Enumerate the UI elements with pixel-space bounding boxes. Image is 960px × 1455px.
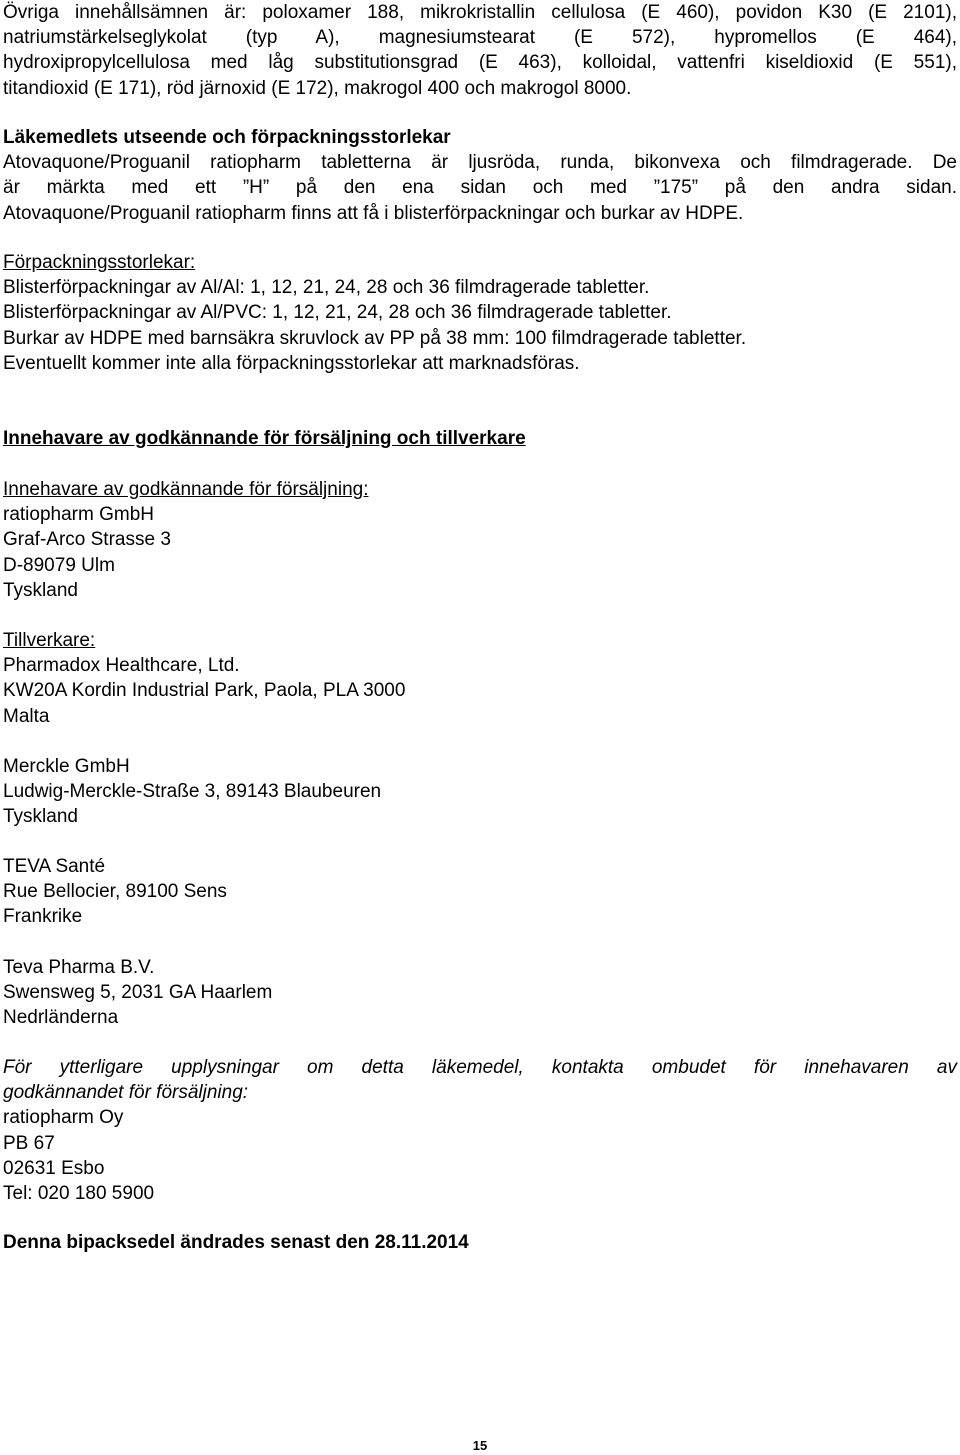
manufacturer-line: Pharmadox Healthcare, Ltd. bbox=[3, 655, 240, 677]
appearance-line: Atovaquone/Proguanil ratiopharm finns att få i blisterförpackningar och burkar av HDPE. bbox=[3, 202, 744, 224]
ingredients-line: natriumstärkelseglykolat (typ A), magnesiumstearat (E 572), hypromellos (E 464), bbox=[3, 27, 957, 49]
manufacturer-line: Nedrländerna bbox=[3, 1007, 119, 1029]
ingredients-line: Övriga innehållsämnen är: poloxamer 188, mikrokristallin cellulosa (E 460), povidon K30 (E 2101), bbox=[3, 2, 957, 23]
manufacturer-line: KW20A Kordin Industrial Park, Paola, PLA 3000 bbox=[3, 680, 406, 702]
page-number: 15 bbox=[472, 1438, 488, 1453]
ingredients-paragraph bbox=[3, 0, 957, 101]
appearance-line: Atovaquone/Proguanil ratiopharm tabletterna är ljusröda, runda, bikonvexa och filmdragerade. De bbox=[3, 152, 957, 174]
manufacturer-line: Malta bbox=[3, 705, 50, 727]
manufacturer-line: Swensweg 5, 2031 GA Haarlem bbox=[3, 982, 273, 1004]
manufacturer-line: TEVA Santé bbox=[3, 856, 106, 877]
manufacturer-block bbox=[3, 955, 957, 1031]
manufacturer-line: Ludwig-Merckle-Straße 3, 89143 Blaubeuren bbox=[3, 781, 382, 803]
contact-label: godkännandet för försäljning: bbox=[3, 1082, 249, 1104]
contact-line: PB 67 bbox=[3, 1132, 55, 1154]
pack-sizes-section bbox=[3, 250, 957, 376]
manufacturer-block bbox=[3, 628, 957, 729]
manufacturer-label: Tillverkare: bbox=[3, 630, 96, 651]
holder-line: Tyskland bbox=[3, 579, 78, 601]
ingredients-line: titandioxid (E 171), röd järnoxid (E 172), makrogol 400 och makrogol 8000. bbox=[3, 77, 632, 99]
manufacturer-line: Rue Bellocier, 89100 Sens bbox=[3, 881, 227, 903]
contact-line: Tel: 020 180 5900 bbox=[3, 1183, 155, 1205]
revision-date: Denna bipacksedel ändrades senast den 28.11.2014 bbox=[3, 1232, 469, 1253]
manufacturer-line: Teva Pharma B.V. bbox=[3, 957, 155, 978]
holder-line: D-89079 Ulm bbox=[3, 554, 115, 576]
contact-line: ratiopharm Oy bbox=[3, 1107, 124, 1129]
manufacturer-block bbox=[3, 754, 957, 830]
appearance-heading: Läkemedlets utseende och förpackningsstorlekar bbox=[3, 127, 451, 148]
pack-size-line: Blisterförpackningar av Al/Al: 1, 12, 21, 24, 28 och 36 filmdragerade tabletter. bbox=[3, 277, 650, 299]
ingredients-line: hydroxipropylcellulosa med låg substitutionsgrad (E 463), kolloidal, vattenfri kiseldioxid (E 551), bbox=[3, 52, 957, 74]
manufacturer-line: Merckle GmbH bbox=[3, 756, 130, 777]
manufacturer-line: Tyskland bbox=[3, 806, 78, 828]
holder-line: ratiopharm GmbH bbox=[3, 504, 154, 526]
pack-sizes-label: Förpackningsstorlekar: bbox=[3, 252, 196, 273]
contact-block bbox=[3, 1055, 957, 1206]
pack-size-line: Burkar av HDPE med barnsäkra skruvlock av PP på 38 mm: 100 filmdragerade tabletter. bbox=[3, 327, 747, 349]
pack-size-line: Blisterförpackningar av Al/PVC: 1, 12, 21, 24, 28 och 36 filmdragerade tabletter. bbox=[3, 302, 672, 324]
contact-line: 02631 Esbo bbox=[3, 1157, 105, 1179]
appearance-section bbox=[3, 125, 957, 226]
holder-label: Innehavare av godkännande för försäljning: bbox=[3, 479, 369, 500]
appearance-line: är märkta med ett ”H” på den ena sidan och med ”175” på den andra sidan. bbox=[3, 177, 957, 199]
holder-line: Graf-Arco Strasse 3 bbox=[3, 529, 171, 551]
manufacturer-line: Frankrike bbox=[3, 906, 83, 928]
pack-size-line: Eventuellt kommer inte alla förpackningsstorlekar att marknadsföras. bbox=[3, 352, 580, 374]
holder-block bbox=[3, 477, 957, 603]
manufacturer-block bbox=[3, 854, 957, 930]
holder-section-heading: Innehavare av godkännande för försäljning och tillverkare bbox=[3, 428, 526, 449]
contact-label: För ytterligare upplysningar om detta läkemedel, kontakta ombudet för innehavaren av bbox=[3, 1057, 957, 1078]
